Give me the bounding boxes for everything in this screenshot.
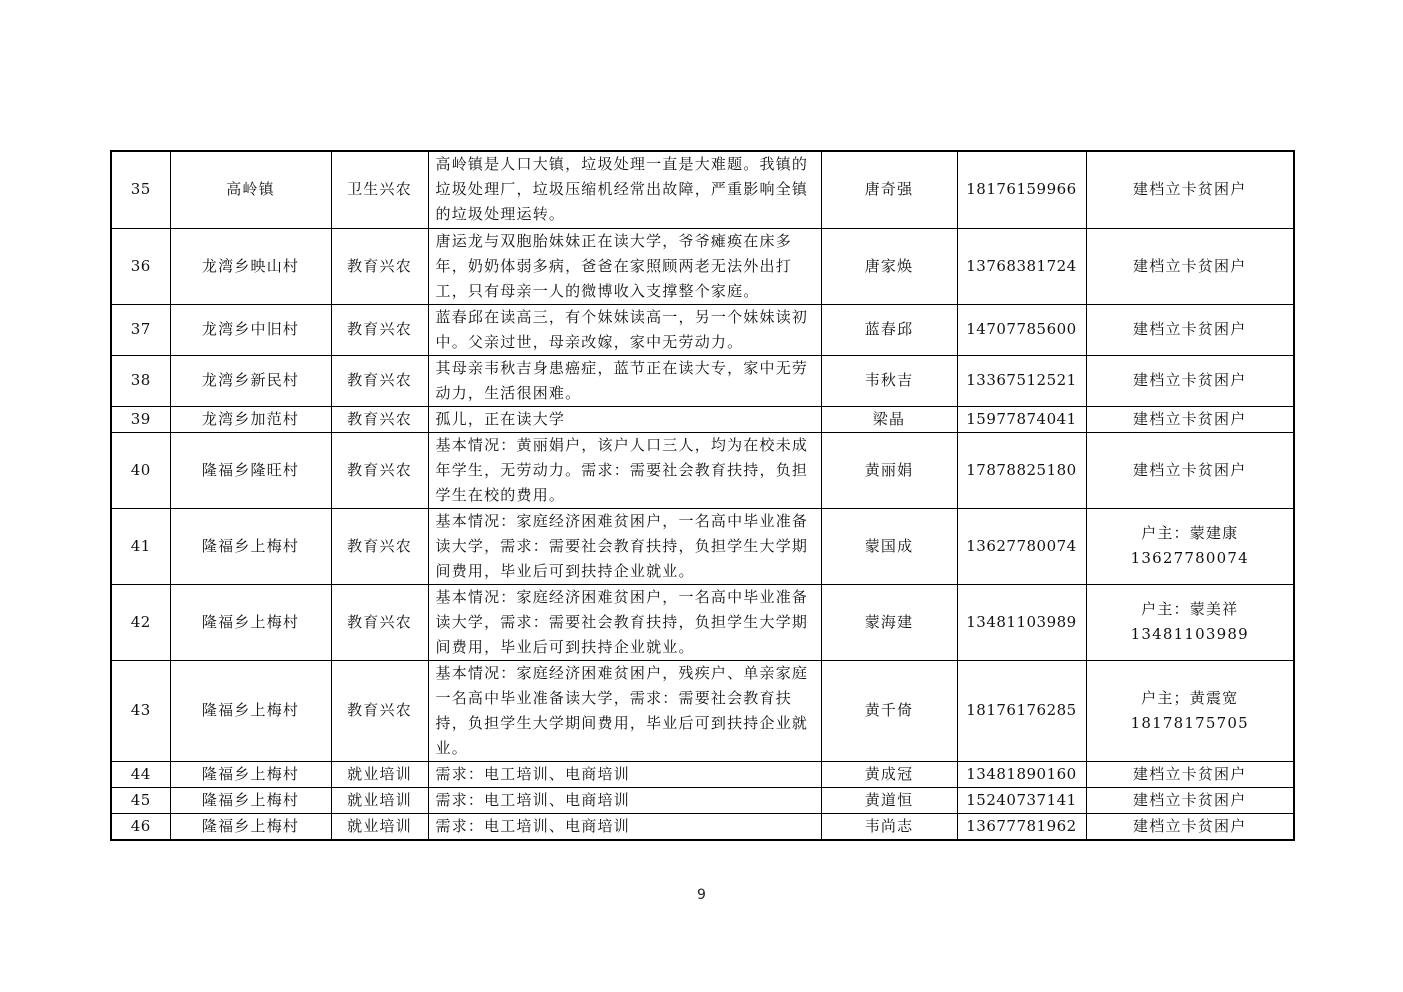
contact-cell: 黄道恒 bbox=[821, 787, 957, 813]
table-row bbox=[111, 660, 1294, 761]
category-cell: 教育兴农 bbox=[331, 660, 428, 761]
contact-cell: 唐奇强 bbox=[821, 151, 957, 228]
row-number: 39 bbox=[111, 406, 170, 432]
category-cell: 就业培训 bbox=[331, 813, 428, 840]
description-cell: 唐运龙与双胞胎妹妹正在读大学，爷爷瘫痪在床多年，奶奶体弱多病，爸爸在家照顾两老无法外出打工，只有母亲一人的微博收入支撑整个家庭。 bbox=[428, 228, 821, 304]
householder-label: 户主：蒙建康 bbox=[1141, 524, 1239, 542]
category-cell: 就业培训 bbox=[331, 761, 428, 787]
row-number: 40 bbox=[111, 432, 170, 508]
note-cell: 建档立卡贫困户 bbox=[1086, 228, 1294, 304]
description-cell: 高岭镇是人口大镇，垃圾处理一直是大难题。我镇的垃圾处理厂，垃圾压缩机经常出故障，严重影响全镇的垃圾处理运转。 bbox=[428, 151, 821, 228]
location-cell: 隆福乡隆旺村 bbox=[170, 432, 331, 508]
table-row bbox=[111, 761, 1294, 787]
row-number: 38 bbox=[111, 355, 170, 406]
phone-cell: 13481103989 bbox=[957, 584, 1086, 660]
table-row bbox=[111, 355, 1294, 406]
location-cell: 隆福乡上梅村 bbox=[170, 508, 331, 584]
category-cell: 教育兴农 bbox=[331, 508, 428, 584]
note-cell: 建档立卡贫困户 bbox=[1086, 813, 1294, 840]
contact-cell: 蓝春邱 bbox=[821, 304, 957, 355]
phone-cell: 18176176285 bbox=[957, 660, 1086, 761]
table-row bbox=[111, 813, 1294, 840]
note-cell: 建档立卡贫困户 bbox=[1086, 787, 1294, 813]
category-cell: 教育兴农 bbox=[331, 406, 428, 432]
description-cell: 基本情况：黄丽娟户，该户人口三人，均为在校未成年学生，无劳动力。需求：需要社会教育扶持，负担学生在校的费用。 bbox=[428, 432, 821, 508]
table-row bbox=[111, 304, 1294, 355]
row-number: 43 bbox=[111, 660, 170, 761]
contact-cell: 唐家焕 bbox=[821, 228, 957, 304]
contact-cell: 韦秋吉 bbox=[821, 355, 957, 406]
householder-phone: 13481103989 bbox=[1130, 625, 1249, 643]
contact-cell: 黄成冠 bbox=[821, 761, 957, 787]
description-cell: 需求：电工培训、电商培训 bbox=[428, 761, 821, 787]
phone-cell: 15240737141 bbox=[957, 787, 1086, 813]
description-cell: 需求：电工培训、电商培训 bbox=[428, 787, 821, 813]
row-number: 37 bbox=[111, 304, 170, 355]
householder-label: 户主；黄震宽 bbox=[1141, 688, 1239, 707]
table-row bbox=[111, 508, 1294, 584]
location-cell: 隆福乡上梅村 bbox=[170, 813, 331, 840]
phone-cell: 15977874041 bbox=[957, 406, 1086, 432]
location-cell: 隆福乡上梅村 bbox=[170, 761, 331, 787]
note-cell bbox=[1086, 508, 1294, 584]
category-cell: 教育兴农 bbox=[331, 304, 428, 355]
table-row bbox=[111, 406, 1294, 432]
location-cell: 高岭镇 bbox=[170, 151, 331, 228]
row-number: 36 bbox=[111, 228, 170, 304]
page-number: 9 bbox=[697, 887, 706, 903]
row-number: 45 bbox=[111, 787, 170, 813]
location-cell: 龙湾乡加范村 bbox=[170, 406, 331, 432]
table-row bbox=[111, 151, 1294, 228]
location-cell: 隆福乡上梅村 bbox=[170, 660, 331, 761]
contact-cell: 蒙海建 bbox=[821, 584, 957, 660]
table-row bbox=[111, 584, 1294, 660]
table-row bbox=[111, 787, 1294, 813]
phone-cell: 13768381724 bbox=[957, 228, 1086, 304]
category-cell: 卫生兴农 bbox=[331, 151, 428, 228]
description-cell: 需求：电工培训、电商培训 bbox=[428, 813, 821, 840]
description-cell: 基本情况：家庭经济困难贫困户，一名高中毕业准备读大学，需求：需要社会教育扶持，负担学生大学期间费用，毕业后可到扶持企业就业。 bbox=[428, 584, 821, 660]
householder-phone: 18178175705 bbox=[1130, 713, 1249, 732]
location-cell: 龙湾乡映山村 bbox=[170, 228, 331, 304]
contact-cell: 黄丽娟 bbox=[821, 432, 957, 508]
table-row bbox=[111, 432, 1294, 508]
contact-cell: 梁晶 bbox=[821, 406, 957, 432]
householder-phone: 13627780074 bbox=[1130, 549, 1249, 567]
note-cell: 建档立卡贫困户 bbox=[1086, 151, 1294, 228]
householder-label: 户主：蒙美祥 bbox=[1141, 600, 1239, 618]
note-cell: 建档立卡贫困户 bbox=[1086, 432, 1294, 508]
note-cell: 建档立卡贫困户 bbox=[1086, 761, 1294, 787]
description-cell: 其母亲韦秋吉身患癌症，蓝节正在读大专，家中无劳动力，生活很困难。 bbox=[428, 355, 821, 406]
category-cell: 教育兴农 bbox=[331, 584, 428, 660]
phone-cell: 13367512521 bbox=[957, 355, 1086, 406]
location-cell: 隆福乡上梅村 bbox=[170, 787, 331, 813]
row-number: 44 bbox=[111, 761, 170, 787]
contact-cell: 韦尚志 bbox=[821, 813, 957, 840]
phone-cell: 18176159966 bbox=[957, 151, 1086, 228]
note-cell: 建档立卡贫困户 bbox=[1086, 406, 1294, 432]
phone-cell: 13677781962 bbox=[957, 813, 1086, 840]
category-cell: 教育兴农 bbox=[331, 432, 428, 508]
contact-cell: 蒙国成 bbox=[821, 508, 957, 584]
note-cell: 建档立卡贫困户 bbox=[1086, 355, 1294, 406]
description-cell: 孤儿，正在读大学 bbox=[428, 406, 821, 432]
row-number: 46 bbox=[111, 813, 170, 840]
table-row bbox=[111, 228, 1294, 304]
phone-cell: 13627780074 bbox=[957, 508, 1086, 584]
note-cell bbox=[1086, 660, 1294, 761]
note-cell: 建档立卡贫困户 bbox=[1086, 304, 1294, 355]
category-cell: 教育兴农 bbox=[331, 228, 428, 304]
description-cell: 基本情况：家庭经济困难贫困户，残疾户、单亲家庭一名高中毕业准备读大学，需求：需要社会教育扶持，负担学生大学期间费用，毕业后可到扶持企业就业。 bbox=[428, 660, 821, 761]
phone-cell: 13481890160 bbox=[957, 761, 1086, 787]
location-cell: 隆福乡上梅村 bbox=[170, 584, 331, 660]
phone-cell: 14707785600 bbox=[957, 304, 1086, 355]
category-cell: 教育兴农 bbox=[331, 355, 428, 406]
note-cell bbox=[1086, 584, 1294, 660]
category-cell: 就业培训 bbox=[331, 787, 428, 813]
poverty-household-table bbox=[110, 150, 1295, 841]
row-number: 35 bbox=[111, 151, 170, 228]
row-number: 42 bbox=[111, 584, 170, 660]
description-cell: 蓝春邱在读高三，有个妹妹读高一，另一个妹妹读初中。父亲过世，母亲改嫁，家中无劳动力。 bbox=[428, 304, 821, 355]
location-cell: 龙湾乡中旧村 bbox=[170, 304, 331, 355]
location-cell: 龙湾乡新民村 bbox=[170, 355, 331, 406]
description-cell: 基本情况：家庭经济困难贫困户，一名高中毕业准备读大学，需求：需要社会教育扶持，负担学生大学期间费用，毕业后可到扶持企业就业。 bbox=[428, 508, 821, 584]
row-number: 41 bbox=[111, 508, 170, 584]
contact-cell: 黄千倚 bbox=[821, 660, 957, 761]
phone-cell: 17878825180 bbox=[957, 432, 1086, 508]
